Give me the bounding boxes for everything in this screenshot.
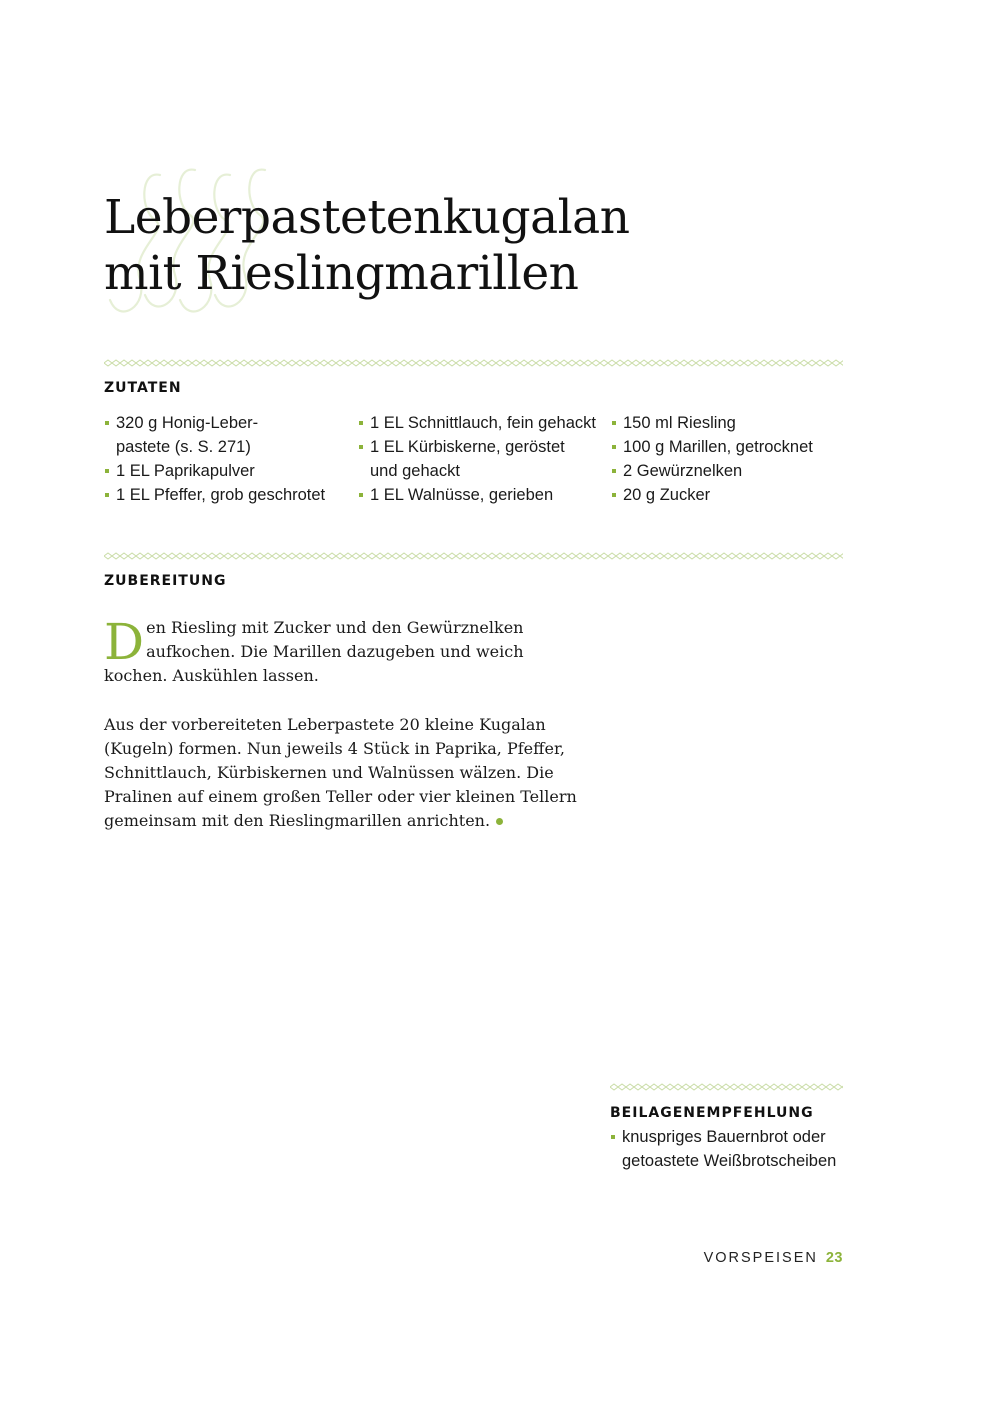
list-item: knuspriges Bauernbrot oder getoastete Weißbrotscheiben (610, 1125, 843, 1173)
page-number: 23 (825, 1250, 843, 1266)
list-item: 20 g Zucker (611, 483, 843, 507)
ingredients-column-1 (104, 411, 358, 507)
ingredients-column-2 (358, 411, 611, 507)
divider-preparation (104, 552, 843, 560)
preparation-text (104, 613, 584, 858)
list-item: 320 g Honig-Leber- pastete (s. S. 271) (104, 411, 358, 459)
end-dot-icon (496, 818, 503, 825)
list-item: 150 ml Riesling (611, 411, 843, 435)
list-item: 1 EL Pfeffer, grob geschrotet (104, 483, 358, 507)
side-recommendation-list (610, 1125, 843, 1173)
preparation-paragraph-2: Aus der vorbereiteten Leberpastete 20 kleine Kugalan (Kugeln) formen. Nun jeweils 4 Stück in Paprika, Pfeffer, Schnittlauch, Kürbiskernen und Walnüssen wälzen. Die Pralinen auf einem großen Teller oder vier kleinen Tellern gemeinsam mit den Rieslingmarillen anrichten. (104, 714, 577, 831)
preparation-heading: ZUBEREITUNG (104, 573, 227, 589)
side-recommendation (610, 1083, 843, 1173)
side-recommendation-heading: BEILAGENEMPFEHLUNG (610, 1105, 814, 1121)
divider-side (610, 1083, 843, 1091)
recipe-title (104, 190, 629, 302)
list-item: 1 EL Schnittlauch, fein gehackt (358, 411, 611, 435)
preparation-paragraph-1: Den Riesling mit Zucker und den Gewürznelken aufkochen. Die Marillen dazugeben und weich kochen. Auskühlen lassen. (104, 613, 524, 686)
recipe-title-line-1: Leberpastetenkugalan (104, 190, 630, 245)
list-item: 100 g Marillen, getrocknet (611, 435, 843, 459)
list-item: 1 EL Paprikapulver (104, 459, 358, 483)
ingredients-heading: ZUTATEN (104, 380, 182, 396)
dropcap: D (104, 613, 145, 671)
divider-ingredients (104, 359, 843, 367)
recipe-title-line-2: mit Rieslingmarillen (104, 246, 579, 301)
ingredients-column-3 (611, 411, 843, 507)
list-item: 1 EL Kürbiskerne, geröstet und gehackt (358, 435, 611, 483)
page-footer (704, 1250, 843, 1266)
list-item: 2 Gewürznelken (611, 459, 843, 483)
list-item: 1 EL Walnüsse, gerieben (358, 483, 611, 507)
ingredients-list (104, 411, 843, 507)
section-name: VORSPEISEN (703, 1250, 818, 1266)
